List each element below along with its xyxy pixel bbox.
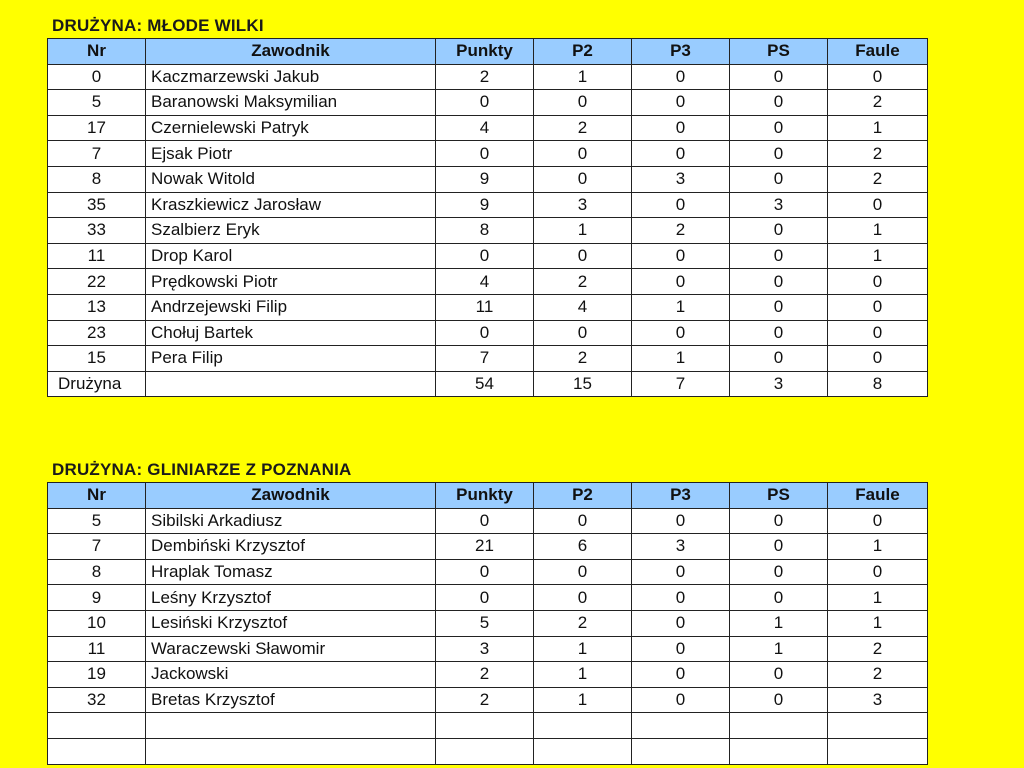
- header-ps: PS: [730, 483, 828, 509]
- cell-player-name: [146, 713, 436, 739]
- cell-ps: 1: [730, 610, 828, 636]
- cell-p3: 1: [632, 294, 730, 320]
- cell-player-name: Szalbierz Eryk: [146, 218, 436, 244]
- cell-ps: 0: [730, 559, 828, 585]
- cell-p2: 6: [534, 534, 632, 560]
- cell-total-p2: 15: [534, 371, 632, 397]
- cell-ps: 0: [730, 64, 828, 90]
- cell-player-name: Baranowski Maksymilian: [146, 90, 436, 116]
- team2-stats-table: [47, 482, 928, 765]
- header-ps: PS: [730, 39, 828, 65]
- cell-punkty: 7: [436, 346, 534, 372]
- team1-title: DRUŻYNA: MŁODE WILKI: [52, 16, 264, 35]
- cell-punkty: 0: [436, 90, 534, 116]
- cell-punkty: 4: [436, 269, 534, 295]
- cell-nr: 32: [48, 687, 146, 713]
- cell-player-name: Kraszkiewicz Jarosław: [146, 192, 436, 218]
- table-row: [48, 218, 928, 244]
- cell-ps: 0: [730, 534, 828, 560]
- table-row: [48, 166, 928, 192]
- header-nr: Nr: [48, 483, 146, 509]
- cell-punkty: 0: [436, 585, 534, 611]
- cell-faule: 3: [828, 687, 928, 713]
- cell-punkty: 21: [436, 534, 534, 560]
- cell-p3: 0: [632, 269, 730, 295]
- cell-ps: 0: [730, 320, 828, 346]
- team1-rows: [48, 64, 928, 397]
- cell-player-name: Waraczewski Sławomir: [146, 636, 436, 662]
- header-zawodnik: Zawodnik: [146, 483, 436, 509]
- cell-player-name: Prędkowski Piotr: [146, 269, 436, 295]
- header-nr: Nr: [48, 39, 146, 65]
- cell-player-name: Ejsak Piotr: [146, 141, 436, 167]
- cell-total-label: Drużyna: [48, 371, 146, 397]
- cell-punkty: 3: [436, 636, 534, 662]
- cell-p3: 0: [632, 115, 730, 141]
- cell-faule: 0: [828, 508, 928, 534]
- table-row: [48, 585, 928, 611]
- header-p2: P2: [534, 483, 632, 509]
- cell-faule: [828, 713, 928, 739]
- cell-nr: 5: [48, 508, 146, 534]
- cell-faule: 0: [828, 559, 928, 585]
- cell-nr: 17: [48, 115, 146, 141]
- table-row: [48, 687, 928, 713]
- cell-p3: 0: [632, 559, 730, 585]
- cell-p2: 0: [534, 585, 632, 611]
- cell-p2: 0: [534, 243, 632, 269]
- cell-ps: 0: [730, 585, 828, 611]
- cell-p3: 2: [632, 218, 730, 244]
- cell-player-name: Bretas Krzysztof: [146, 687, 436, 713]
- table-row: [48, 294, 928, 320]
- cell-faule: 2: [828, 90, 928, 116]
- cell-p3: 0: [632, 320, 730, 346]
- cell-ps: 0: [730, 141, 828, 167]
- cell-ps: [730, 713, 828, 739]
- table-row: [48, 662, 928, 688]
- table-row: [48, 269, 928, 295]
- table-row: [48, 346, 928, 372]
- cell-ps: 1: [730, 636, 828, 662]
- cell-ps: 0: [730, 294, 828, 320]
- cell-ps: 0: [730, 166, 828, 192]
- cell-nr: 35: [48, 192, 146, 218]
- cell-nr: 8: [48, 559, 146, 585]
- cell-ps: 0: [730, 243, 828, 269]
- cell-nr: 9: [48, 585, 146, 611]
- cell-total-faule: 8: [828, 371, 928, 397]
- cell-total-empty: [146, 371, 436, 397]
- cell-player-name: Dembiński Krzysztof: [146, 534, 436, 560]
- cell-player-name: Leśny Krzysztof: [146, 585, 436, 611]
- header-punkty: Punkty: [436, 39, 534, 65]
- table-row: [48, 636, 928, 662]
- cell-punkty: 9: [436, 192, 534, 218]
- table-row: [48, 192, 928, 218]
- cell-ps: 0: [730, 218, 828, 244]
- cell-punkty: 0: [436, 508, 534, 534]
- cell-player-name: Czernielewski Patryk: [146, 115, 436, 141]
- cell-punkty: 8: [436, 218, 534, 244]
- cell-p3: [632, 738, 730, 764]
- cell-punkty: 11: [436, 294, 534, 320]
- cell-nr: 5: [48, 90, 146, 116]
- cell-p2: 3: [534, 192, 632, 218]
- cell-ps: 0: [730, 662, 828, 688]
- cell-p2: 2: [534, 115, 632, 141]
- cell-nr: [48, 713, 146, 739]
- team1-stats-table: [47, 38, 928, 397]
- cell-p2: 1: [534, 662, 632, 688]
- cell-player-name: Jackowski: [146, 662, 436, 688]
- cell-p3: 0: [632, 90, 730, 116]
- cell-punkty: 0: [436, 559, 534, 585]
- cell-ps: 0: [730, 508, 828, 534]
- cell-faule: 1: [828, 115, 928, 141]
- cell-nr: 7: [48, 534, 146, 560]
- cell-p3: [632, 713, 730, 739]
- cell-p2: [534, 738, 632, 764]
- cell-faule: 1: [828, 243, 928, 269]
- cell-p3: 0: [632, 585, 730, 611]
- cell-punkty: 2: [436, 687, 534, 713]
- cell-p2: 0: [534, 90, 632, 116]
- table-row: [48, 243, 928, 269]
- cell-player-name: Chołuj Bartek: [146, 320, 436, 346]
- cell-faule: 1: [828, 610, 928, 636]
- cell-player-name: Pera Filip: [146, 346, 436, 372]
- cell-faule: 1: [828, 534, 928, 560]
- table-row: [48, 534, 928, 560]
- cell-player-name: Drop Karol: [146, 243, 436, 269]
- cell-faule: 0: [828, 64, 928, 90]
- header-p2: P2: [534, 39, 632, 65]
- cell-punkty: 9: [436, 166, 534, 192]
- cell-p3: 3: [632, 166, 730, 192]
- header-zawodnik: Zawodnik: [146, 39, 436, 65]
- cell-total-punkty: 54: [436, 371, 534, 397]
- cell-nr: 15: [48, 346, 146, 372]
- cell-ps: 0: [730, 269, 828, 295]
- cell-ps: 3: [730, 192, 828, 218]
- table-row: [48, 90, 928, 116]
- cell-faule: 2: [828, 166, 928, 192]
- header-p3: P3: [632, 39, 730, 65]
- header-p3: P3: [632, 483, 730, 509]
- cell-nr: 23: [48, 320, 146, 346]
- cell-p2: 1: [534, 64, 632, 90]
- cell-faule: [828, 738, 928, 764]
- cell-ps: 0: [730, 90, 828, 116]
- cell-p3: 0: [632, 64, 730, 90]
- cell-total-p3: 7: [632, 371, 730, 397]
- cell-nr: 8: [48, 166, 146, 192]
- cell-p3: 3: [632, 534, 730, 560]
- cell-faule: 0: [828, 346, 928, 372]
- cell-p3: 0: [632, 662, 730, 688]
- cell-p2: [534, 713, 632, 739]
- table-header-row: [48, 39, 928, 65]
- cell-p2: 4: [534, 294, 632, 320]
- cell-p3: 0: [632, 141, 730, 167]
- cell-nr: 11: [48, 636, 146, 662]
- header-faule: Faule: [828, 483, 928, 509]
- cell-player-name: Andrzejewski Filip: [146, 294, 436, 320]
- cell-p2: 1: [534, 687, 632, 713]
- cell-punkty: 2: [436, 662, 534, 688]
- table-row: [48, 559, 928, 585]
- table-row: [48, 713, 928, 739]
- cell-nr: 22: [48, 269, 146, 295]
- cell-nr: [48, 738, 146, 764]
- team-total-row: [48, 371, 928, 397]
- cell-ps: [730, 738, 828, 764]
- cell-punkty: 0: [436, 243, 534, 269]
- cell-p3: 0: [632, 610, 730, 636]
- cell-ps: 0: [730, 115, 828, 141]
- cell-faule: 1: [828, 218, 928, 244]
- cell-nr: 10: [48, 610, 146, 636]
- cell-faule: 2: [828, 141, 928, 167]
- cell-p2: 0: [534, 166, 632, 192]
- cell-total-ps: 3: [730, 371, 828, 397]
- cell-faule: 0: [828, 294, 928, 320]
- cell-punkty: [436, 738, 534, 764]
- cell-faule: 2: [828, 636, 928, 662]
- cell-p2: 0: [534, 320, 632, 346]
- table-row: [48, 320, 928, 346]
- cell-nr: 33: [48, 218, 146, 244]
- cell-nr: 7: [48, 141, 146, 167]
- cell-faule: 2: [828, 662, 928, 688]
- cell-player-name: Kaczmarzewski Jakub: [146, 64, 436, 90]
- cell-player-name: Nowak Witold: [146, 166, 436, 192]
- table-row: [48, 508, 928, 534]
- cell-player-name: [146, 738, 436, 764]
- cell-punkty: 0: [436, 141, 534, 167]
- table-row: [48, 141, 928, 167]
- cell-p3: 0: [632, 636, 730, 662]
- cell-faule: 0: [828, 320, 928, 346]
- cell-nr: 13: [48, 294, 146, 320]
- cell-p3: 0: [632, 243, 730, 269]
- cell-p2: 2: [534, 269, 632, 295]
- cell-p2: 2: [534, 346, 632, 372]
- cell-ps: 0: [730, 687, 828, 713]
- table-row: [48, 115, 928, 141]
- cell-p2: 2: [534, 610, 632, 636]
- cell-p2: 0: [534, 141, 632, 167]
- table-row: [48, 64, 928, 90]
- cell-p3: 0: [632, 192, 730, 218]
- cell-nr: 19: [48, 662, 146, 688]
- cell-faule: 0: [828, 192, 928, 218]
- cell-player-name: Lesiński Krzysztof: [146, 610, 436, 636]
- header-faule: Faule: [828, 39, 928, 65]
- cell-nr: 0: [48, 64, 146, 90]
- cell-p3: 1: [632, 346, 730, 372]
- cell-p2: 0: [534, 559, 632, 585]
- team2-rows: [48, 508, 928, 764]
- cell-p2: 0: [534, 508, 632, 534]
- cell-punkty: 5: [436, 610, 534, 636]
- cell-punkty: 2: [436, 64, 534, 90]
- table-header-row: [48, 483, 928, 509]
- cell-punkty: [436, 713, 534, 739]
- cell-punkty: 4: [436, 115, 534, 141]
- cell-player-name: Sibilski Arkadiusz: [146, 508, 436, 534]
- cell-p3: 0: [632, 687, 730, 713]
- table-row: [48, 738, 928, 764]
- team2-title: DRUŻYNA: GLINIARZE Z POZNANIA: [52, 460, 352, 479]
- cell-player-name: Hraplak Tomasz: [146, 559, 436, 585]
- cell-punkty: 0: [436, 320, 534, 346]
- cell-faule: 0: [828, 269, 928, 295]
- cell-p2: 1: [534, 636, 632, 662]
- header-punkty: Punkty: [436, 483, 534, 509]
- cell-p2: 1: [534, 218, 632, 244]
- table-row: [48, 610, 928, 636]
- cell-faule: 1: [828, 585, 928, 611]
- cell-ps: 0: [730, 346, 828, 372]
- cell-p3: 0: [632, 508, 730, 534]
- cell-nr: 11: [48, 243, 146, 269]
